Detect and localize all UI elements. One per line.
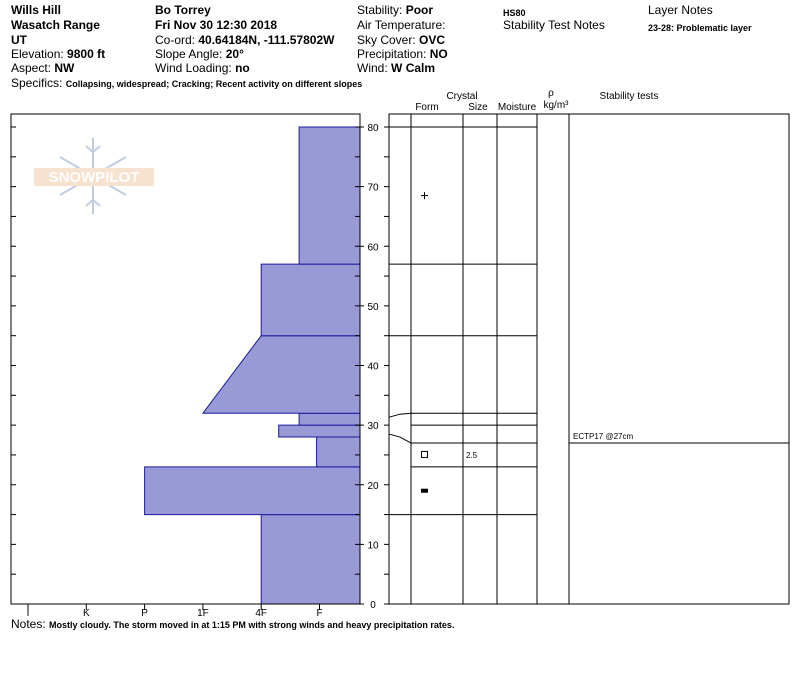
stability: Stability: Poor xyxy=(357,3,434,17)
coordinates: Co-ord: 40.64184N, -111.57802W xyxy=(155,33,335,47)
hardness-layer xyxy=(299,413,360,425)
wind: Wind: W Calm xyxy=(357,61,436,75)
layer-boundary-connector xyxy=(389,413,411,417)
notes: Notes: Mostly cloudy. The storm moved in at 1:15 PM with strong winds and heavy precipitation rates. xyxy=(11,617,455,631)
y-tick-label: 30 xyxy=(367,421,379,433)
slope-angle: Slope Angle: 20° xyxy=(155,47,244,61)
stability-test-result: ECTP17 @27cm xyxy=(573,432,634,442)
snowpilot-logo xyxy=(34,138,154,214)
x-tick-label: 4F xyxy=(255,608,268,619)
layer-notes-title: Layer Notes xyxy=(648,3,713,17)
y-tick-label: 0 xyxy=(370,600,376,611)
y-tick-label: 10 xyxy=(367,540,379,552)
y-tick-label: 60 xyxy=(367,242,379,254)
hardness-layer xyxy=(299,127,360,264)
logo-text: SNOWPILOT xyxy=(48,169,140,186)
col-form: Form xyxy=(415,102,439,113)
aspect: Aspect: NW xyxy=(11,61,75,75)
col-stability-tests: Stability tests xyxy=(599,91,659,102)
grain-form-symbol xyxy=(421,489,428,493)
state: UT xyxy=(11,33,27,47)
air-temperature: Air Temperature: xyxy=(357,18,446,32)
observer: Bo Torrey xyxy=(155,3,211,17)
range: Wasatch Range xyxy=(11,18,100,32)
y-tick-label: 80 xyxy=(367,123,379,134)
x-tick-label: I xyxy=(26,608,30,619)
y-tick-label: 40 xyxy=(367,361,379,373)
hardness-layer xyxy=(279,425,360,437)
sky-cover: Sky Cover: OVC xyxy=(357,33,446,47)
grain-size-value: 2.5 xyxy=(466,450,478,460)
specifics: Specifics: Collapsing, widespread; Cracking; Recent activity on different slopes xyxy=(11,76,363,90)
location: Wills Hill xyxy=(11,3,61,17)
hardness-layer xyxy=(203,336,360,414)
col-density-symbol: ρ xyxy=(548,88,554,99)
datetime: Fri Nov 30 12:30 2018 xyxy=(155,18,278,32)
x-tick-label: P xyxy=(141,608,148,619)
layer-note: 23-28: Problematic layer xyxy=(648,23,752,33)
col-size: Size xyxy=(468,102,488,113)
y-tick-label: 50 xyxy=(367,301,379,313)
x-tick-label: 1F xyxy=(197,608,209,619)
grain-form-symbol xyxy=(422,451,428,457)
wind-loading: Wind Loading: no xyxy=(155,61,250,75)
column-dividers xyxy=(411,114,569,604)
stability-test-notes-title: Stability Test Notes xyxy=(503,18,605,32)
col-crystal: Crystal xyxy=(446,91,478,102)
layer-panel-frame xyxy=(389,114,789,604)
hardness-layer xyxy=(261,515,360,604)
y-tick-label: 20 xyxy=(367,480,379,492)
x-tick-label: K xyxy=(82,608,90,619)
elevation: Elevation: 9800 ft xyxy=(11,47,106,61)
col-moisture: Moisture xyxy=(497,102,537,113)
y-tick-label: 70 xyxy=(367,182,379,194)
hardness-layer xyxy=(261,264,360,336)
layer-boundary-connector xyxy=(389,434,411,443)
x-tick-label: F xyxy=(316,608,323,619)
hardness-profile xyxy=(145,127,360,604)
hardness-layer xyxy=(145,467,360,515)
hardness-layer xyxy=(317,437,360,467)
hs-value: HS80 xyxy=(503,8,526,18)
col-density-unit: kg/m³ xyxy=(543,100,569,111)
precipitation: Precipitation: NO xyxy=(357,47,448,61)
